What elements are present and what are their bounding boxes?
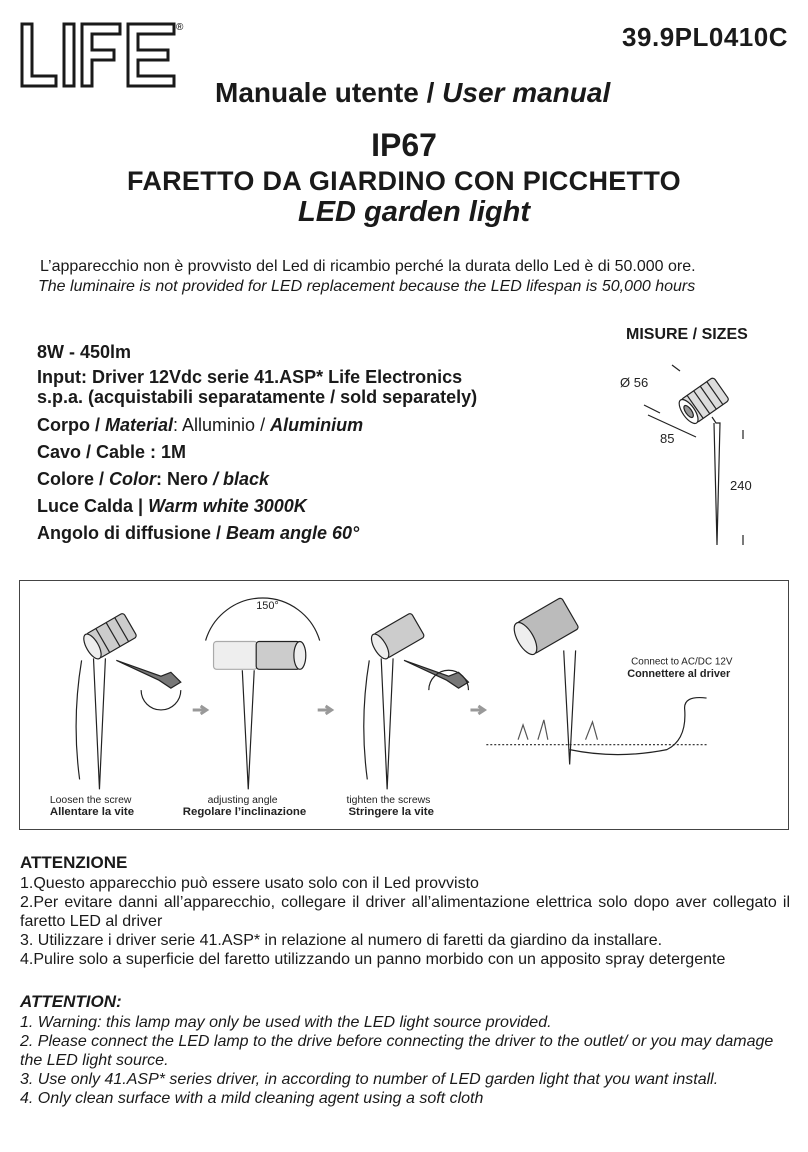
spec-input: Input: Driver 12Vdc serie 41.ASP* Life Electronics s.p.a. (acquistabili separatamente / sold separately) [37, 367, 478, 407]
svg-text:Connettere al driver: Connettere al driver [627, 668, 731, 681]
svg-text:Stringere la vite: Stringere la vite [348, 806, 434, 819]
manual-subtitle: Manuale utente / User manual [215, 77, 611, 108]
step1-lamp [80, 613, 137, 662]
warning-it-heading: ATTENZIONE [20, 853, 128, 872]
svg-text:Connect to AC/DC 12V: Connect to AC/DC 12V [631, 656, 733, 668]
installation-steps-panel [19, 580, 789, 830]
warning-it [20, 853, 790, 969]
svg-text:Loosen the screw: Loosen the screw [49, 795, 132, 807]
product-name-en: LED garden light [298, 196, 530, 228]
product-name-it: FARETTO DA GIARDINO CON PICCHETTO [127, 166, 681, 196]
spec-power: 8W - 450lm [37, 342, 132, 362]
svg-text:Allentare la vite: Allentare la vite [49, 806, 135, 819]
warning-en-item: 4. Only clean surface with a mild cleaning agent using a soft cloth [20, 1090, 484, 1107]
spec-cable: Cavo / Cable : 1M [37, 442, 187, 462]
spec-material: Corpo / Material: Alluminio / Aluminium [37, 415, 364, 435]
warning-it-item: 1.Questo apparecchio può essere usato solo con il Led provvisto [20, 875, 479, 892]
product-code: 39.9PL0410C [622, 22, 788, 52]
svg-text:Regolare l’inclinazione: Regolare l’inclinazione [182, 806, 307, 819]
svg-text:240: 240 [730, 478, 752, 493]
sizes-title: MISURE / SIZES [626, 326, 748, 343]
spec-color: Colore / Color: Nero / black [37, 469, 270, 489]
spec-light: Luce Calda | Warm white 3000K [37, 496, 307, 516]
svg-text:®: ® [176, 22, 184, 33]
ip-rating: IP67 [371, 127, 437, 163]
svg-text:tighten the screws: tighten the screws [346, 795, 431, 807]
dimensions-drawing [600, 345, 800, 555]
warning-en-heading: ATTENTION: [20, 992, 122, 1011]
screwdriver [116, 660, 180, 688]
warning-it-item: 2.Per evitare danni all’apparecchio, collegare il driver all’alimentazione elettrica solo dopo aver collegato il faretto LED al driver [20, 894, 790, 930]
svg-text:85: 85 [660, 431, 675, 446]
svg-text:Ø 56: Ø 56 [620, 375, 649, 390]
svg-text:150°: 150° [256, 599, 279, 612]
warning-en-item: 1. Warning: this lamp may only be used with the LED light source provided. [20, 1014, 552, 1031]
lifespan-note-it: L’apparecchio non è provvisto del Led di ricambio perché la durata dello Led è di 50.000 ore. [40, 258, 696, 275]
warning-it-item: 4.Pulire solo a superficie del faretto utilizzando un panno morbido con un apposito spray detergente [20, 951, 726, 968]
spec-beam: Angolo di diffusione / Beam angle 60° [37, 523, 360, 543]
warning-en-item: 2. Please connect the LED lamp to the drive before connecting the driver to the outlet/ or you may damage the LED light source. [20, 1033, 774, 1069]
warning-it-item: 3. Utilizzare i driver serie 41.ASP* in relazione al numero di faretti da giardino da installare. [20, 932, 663, 949]
lifespan-note-en: The luminaire is not provided for LED replacement because the LED lifespan is 50,000 hours [38, 278, 696, 295]
warning-en [20, 992, 792, 1108]
svg-text:adjusting angle: adjusting angle [207, 795, 278, 807]
warning-en-item: 3. Use only 41.ASP* series driver, in according to number of LED garden light that you want install. [20, 1071, 719, 1088]
specifications [37, 342, 617, 550]
